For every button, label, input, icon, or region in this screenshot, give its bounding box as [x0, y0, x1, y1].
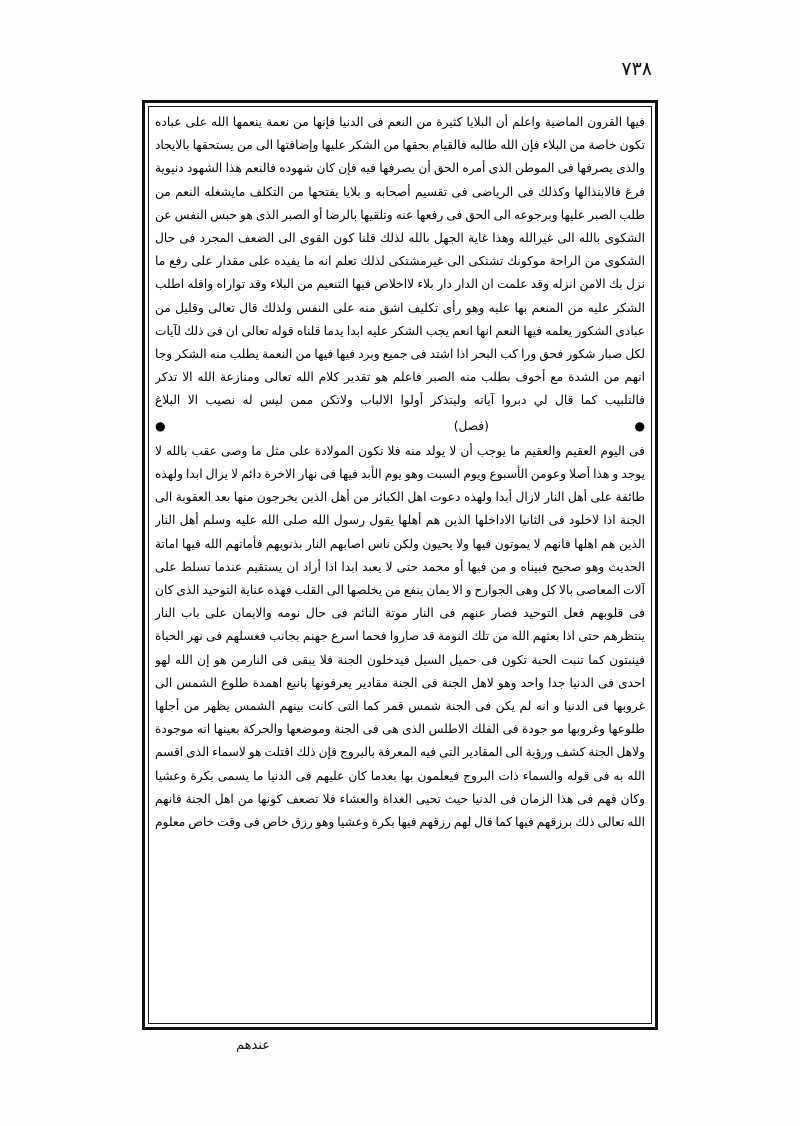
catchword: عندهم — [235, 1038, 270, 1053]
paragraph-1: فيها القرون الماضية واعلم أن البلايا كثيرة من النعم فى الدنيا فإنها من نعمة ينعمها الله على عباده تكون خاصة من البلاء فإن الله طالبه فالقيام بحقها من الشكر عليها وإضافتها الى من يستحقها بالايجاد والذى يصرفها فى الموطن الذى أمره الحق أن يصرفها فيه فإن كان شهوده فالنعم هذا الشهود دنيوية فرغ فالابتذالها وكذلك فى الرياضى فى تقسيم أصحابه و بلايا يفتحها من التكلف مايشغله النعم من طلب الصبر عليها وبرجوعه الى الحق فى رفعها عنه وتلقيها بالرضا أو الصبر الذى هو حبس النفس عن الشكوى بالله الى غيرالله وهذا غاية الجهل بالله لذلك قلنا كون القوى الى الضعف المجرد فى حال الشكوى من الراحة موكونك تشتكى الى غيرمشتكى لذلك تعلم انه ما يفيده على مقدار على رفع ما نزل بك الامن انزله وقد علمت ان الدار دار بلاء لااخلاص فيها التنعيم من البلاء وقد تواراه واقله اطلب الشكر عليه من المنعم بها عليه وهو رأى تكليف اشق منه على النفس ولذلك قال تعالى وقليل من عبادى الشكور يعلمه فيها النعم انها انعم يجب الشكر عليه ابدا يدما قلناه قوله تعالى ان فى ذلك لآيات لكل صبار شكور فحق ورا كب البحر اذا اشتد فى جميع وبرد فيها فيها من النعمة يطلب منه الشكر وجا انهم من الشدة مع أخوف بطلب منه الصبر فاعلم هو تقدير كلام الله تعالى ومنازعة الله الا تذكر فالتلبيب كما قال لي دبروا آياته وليتذكر أولوا الالباب ولاتكن ممن ليس له نصيب الا البلاغ — [155, 115, 645, 408]
paragraph-2: فى اليوم العقيم والعقيم ما يوجب أن لا يولد منه فلا تكون المولادة على مثل ما وصى عقب بالله لا يوجد و هذا أصلا وعومن الأسبوع ويوم السبت وهو يوم الأبد فيها فى نهار الاخرة دائم لا يزال ابدا ولهذه طائفة على أهل النار لازال أبدا ولهذه دعوت اهل الكبائر من أهل الذين يخرجون منها بعد العقوبة الى الجنة اذا لاخلود فى الثانيا الاداخلها الذين هم أهلها يقول رسول الله صلى الله عليه وسلم أهل النار الذين هم اهلها فانهم لا يموتون فيها ولا يحيون ولكن ناس اصابهم النار بذنوبهم فأماتهم الله فيها اماتة الحديث وهو صحيح فبيناه و من فيها أو محمد حتى لا يعبد ابدا اذا أراد ان يستقيم عندما تسلط على آلات المعاصى بالا كل وهى الجوارح و الا يمان ينفع من يخلصها الى القلب فهذه عناية التوحيد الذى كان فى قلوبهم فعل التوحيد فصار عنهم فى النار موتة النائم فى حال نومه والايمان على باب النار ينتظرهم حتى اذا بعثهم الله من تلك النومة قد صاروا فحما اسرع جهنم بجانب فغسلهم فى نهر الحياة فينبتون كما تنبت الحبة تكون فى حميل السيل فيدخلون الجنة فلا يبقى فى النارمن هو إن الله لهو احدى فى الدنيا جدا واحد وهو لاهل الجنة فى الجنة مقادير يعرفونها بانبع اهمدة طلوع الشمس الى غروبها فى الدنيا و انه لم يكن فى الجنة شمس قمر كما التى كانت بينهم الشمس يظهر من أجلها طلوعها وغروبها مو جودة فى الفلك الاطلس الذى هى فى الجنة وموضعها والحركة بعينها انه موجودة ولاهل الجنة كشف ورؤية الى المقادير التى فيه المعرفة بالبروج فإن ذلك اقتلت هو لاسماء الذى اقسم الله به فى قوله والسماء ذات البروج فيعلمون بها بعدما كان عليهم فى الدنيا ما يسمى بكرة وعشيا وكان فهم فى هذا الزمان فى الدنيا حيث تحيى الغداة والعشاء فلا تضعف كونها من اهل الجنة فانهم الله تعالى ذلك برزقهم فيها كما قال لهم رزقهم فيها بكرة وعشيا وهو رزق خاص فى وقت خاص معلوم — [155, 443, 645, 830]
paragraph-2-heading-marker: ● (فصل) ● — [155, 418, 645, 433]
text-block-frame — [142, 100, 658, 1030]
page-number: ٧٣٨ — [621, 58, 652, 80]
text-body — [155, 111, 645, 1019]
